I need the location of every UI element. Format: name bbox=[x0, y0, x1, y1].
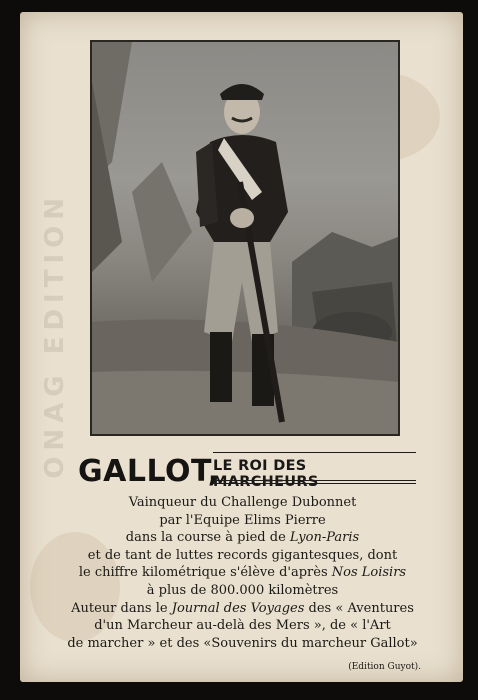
subtitle-heading: LE ROI DES MARCHEURS bbox=[213, 458, 319, 490]
bottom-rule-double bbox=[213, 483, 416, 484]
title-row bbox=[75, 450, 415, 490]
edition-credit: (Edition Guyot). bbox=[348, 662, 421, 672]
caption-line: par l'Equipe Elims Pierre bbox=[159, 512, 326, 528]
caption-line: de marcher » et des «Souvenirs du marcheur Gallot» bbox=[67, 635, 418, 651]
postcard bbox=[20, 12, 463, 682]
caption-line: d'un Marcheur au-delà des Mers », de « l'Art bbox=[94, 618, 391, 634]
caption-line: Auteur dans le Journal des Voyages des « Aventures bbox=[71, 600, 414, 616]
ghost-postmark-icon: ONAG EDITION bbox=[40, 192, 70, 479]
name-heading: GALLOT, bbox=[78, 454, 220, 489]
caption-line: le chiffre kilométrique s'élève d'après Nos Loisirs bbox=[78, 565, 407, 581]
caption-line: Vainqueur du Challenge Dubonnet bbox=[128, 495, 357, 510]
portrait-photo-icon bbox=[92, 42, 398, 434]
caption-line: et de tant de luttes records gigantesques, dont bbox=[87, 547, 398, 563]
portrait-photo bbox=[90, 40, 400, 436]
bottom-rule bbox=[213, 480, 416, 481]
caption-line: dans la course à pied de Lyon-Paris bbox=[125, 530, 360, 546]
caption-text bbox=[40, 494, 445, 652]
caption-line: à plus de 800.000 kilomètres bbox=[146, 582, 339, 598]
top-rule bbox=[213, 452, 416, 453]
